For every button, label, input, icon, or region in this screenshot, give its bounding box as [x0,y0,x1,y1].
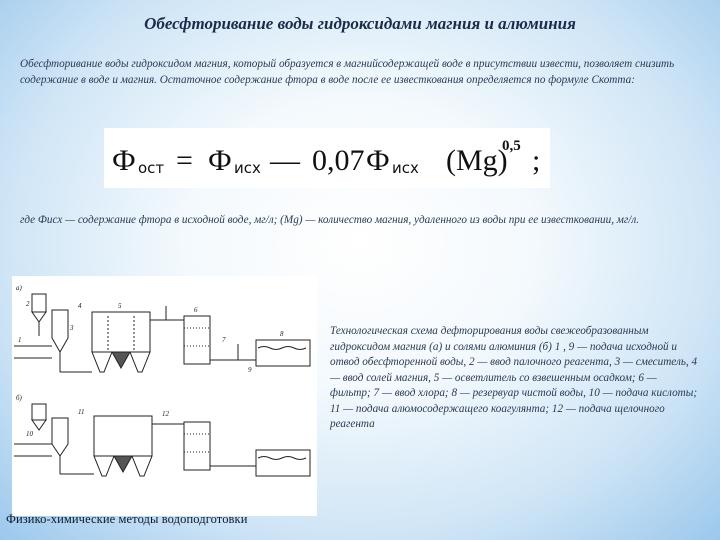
scheme-num-4: 4 [78,302,82,310]
formula-legend: где Фисх — содержание фтора в исходной воде, мг/л; (Mg) — количество магния, удаленного из воды при ее известковании, мг/л. [20,214,640,226]
formula-phi-isx: Ф [208,144,232,177]
scheme-label-a: а) [16,284,22,292]
formula-sub-ost: ост [138,159,165,177]
scheme-num-10: 10 [26,430,33,438]
formula-mg: (Mg) [446,144,508,177]
formula-coef: 0,07 [312,144,365,177]
formula-exponent: 0,5 [502,138,521,154]
scheme-num-8: 8 [280,330,284,338]
scheme-num-5: 5 [118,302,122,310]
formula-equals: = [176,144,193,177]
scheme-num-11: 11 [78,408,85,416]
scheme-num-12: 12 [162,410,169,418]
slide-title: Обесфторивание воды гидроксидами магния и алюминия [144,14,576,33]
scott-formula [104,128,550,188]
scheme-label-b: б) [16,394,22,402]
scheme-num-9: 9 [248,366,252,374]
intro-paragraph: Обесфторивание воды гидроксидом магния, который образуется в магнийсодержащей воде в присутствии извести, позволяет снизить содержание в воде и магния. Остаточное содержание фтора в воде после ее известкования определяется по формуле Скотта: [20,58,675,86]
scheme-num-6: 6 [194,306,198,314]
scheme-num-3: 3 [70,324,74,332]
scheme-num-1: 1 [18,336,22,344]
scheme-num-2: 2 [26,300,30,308]
formula-svg [104,128,550,188]
scheme-svg [12,276,317,516]
footer-text: Физико-химические методы водоподготовки [6,512,248,526]
formula-phi-isx-2: Ф [366,144,390,177]
scheme-caption: Технологическая схема дефторирования воды свежеобразованным гидроксидом магния (а) и солями алюминия (б) 1 , 9 — подача исходной и отвод обесфторенной воды, 2 — ввод палочного реагента, 3 — смеситель, 4 — ввод солей магния, 5 — осветлитель со взвешенным осадком; 6 — фильтр; 7 — ввод хлора; 8 — резервуар чистой воды, 10 — подача кислоты; 11 — подача алюмосодержащего коагулянта; 12 — подача щелочного реагента [330,325,698,430]
formula-sub-isx: исх [234,159,261,177]
formula-sub-isx-2: исх [392,159,419,177]
formula-minus: — [270,144,300,177]
formula-phi-ost: Ф [112,144,136,177]
scheme-num-7: 7 [222,336,226,344]
formula-semicolon: ; [532,144,541,177]
process-scheme-image [12,276,317,516]
